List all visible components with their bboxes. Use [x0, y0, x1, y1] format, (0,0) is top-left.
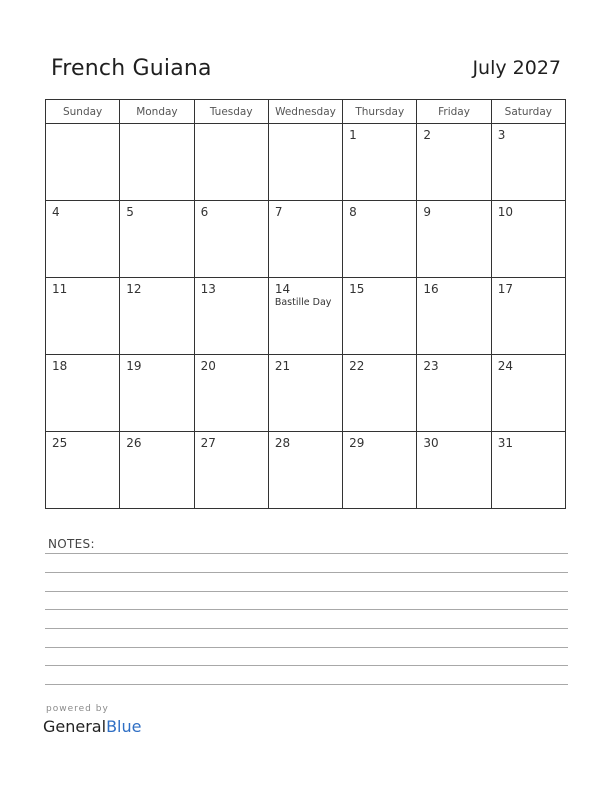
day-number: 20 [200, 359, 216, 373]
notes-label: NOTES: [48, 537, 95, 551]
day-cell [46, 201, 120, 278]
day-number: 8 [349, 205, 357, 219]
week-row [46, 355, 566, 432]
weekday-header: Wednesday [268, 100, 342, 124]
day-number: 24 [497, 359, 513, 373]
day-cell [120, 355, 194, 432]
week-row [46, 201, 566, 278]
day-number: 14 [274, 282, 291, 296]
day-cell [417, 124, 491, 201]
day-number [46, 124, 119, 129]
day-cell [46, 432, 120, 509]
day-number: 15 [349, 282, 365, 296]
day-cell [120, 201, 194, 278]
day-number: 13 [200, 282, 216, 296]
day-cell [46, 355, 120, 432]
day-cell [491, 278, 565, 355]
day-number: 23 [423, 359, 439, 373]
day-number: 7 [274, 205, 283, 219]
day-cell [268, 201, 342, 278]
day-cell [194, 355, 268, 432]
day-number: 22 [349, 359, 365, 373]
day-cell [343, 355, 417, 432]
day-number [120, 124, 193, 129]
day-cell [491, 355, 565, 432]
weekday-header: Tuesday [194, 100, 268, 124]
calendar-grid [45, 99, 566, 509]
day-number: 31 [497, 436, 513, 450]
day-cell [491, 124, 565, 201]
weekday-header: Monday [120, 100, 194, 124]
day-number: 5 [126, 205, 134, 219]
day-cell [417, 355, 491, 432]
notes-line [45, 591, 568, 592]
day-number: 30 [423, 436, 439, 450]
week-row [46, 124, 566, 201]
page-header [0, 0, 612, 98]
brand-logo [43, 717, 141, 737]
day-number: 16 [423, 282, 439, 296]
notes-line [45, 572, 568, 573]
day-number: 21 [274, 359, 291, 373]
day-cell [417, 201, 491, 278]
day-cell [417, 278, 491, 355]
day-number: 11 [52, 282, 68, 296]
holiday-label: Bastille Day [274, 297, 332, 308]
weekday-header-row [46, 100, 566, 124]
day-cell [268, 355, 342, 432]
day-number: 29 [349, 436, 365, 450]
day-cell [343, 278, 417, 355]
day-number: 4 [52, 205, 60, 219]
brand-name-part2: Blue [106, 717, 142, 736]
page-title: French Guiana [51, 56, 212, 81]
notes-line [45, 684, 568, 685]
weekday-header: Thursday [343, 100, 417, 124]
day-cell [268, 124, 342, 201]
day-number: 28 [274, 436, 291, 450]
day-cell [46, 278, 120, 355]
day-number [195, 124, 268, 129]
day-cell [343, 201, 417, 278]
day-cell [491, 432, 565, 509]
weekday-header: Friday [417, 100, 491, 124]
day-cell [343, 124, 417, 201]
day-number: 6 [200, 205, 209, 219]
notes-line [45, 665, 568, 666]
day-cell [120, 432, 194, 509]
day-number: 1 [349, 128, 357, 142]
week-row [46, 278, 566, 355]
weekday-header: Sunday [46, 100, 120, 124]
day-cell [268, 278, 342, 355]
month-label: July 2027 [472, 57, 561, 79]
day-cell [343, 432, 417, 509]
day-number: 19 [126, 359, 142, 373]
brand-name-part1: General [43, 717, 107, 736]
day-number: 26 [126, 436, 142, 450]
footer-branding [43, 704, 141, 737]
day-cell [268, 432, 342, 509]
day-cell [194, 278, 268, 355]
day-number: 10 [497, 205, 513, 219]
day-cell [491, 201, 565, 278]
day-number: 3 [497, 128, 506, 142]
notes-line [45, 553, 568, 554]
day-cell [120, 278, 194, 355]
day-number: 9 [423, 205, 432, 219]
day-number: 12 [126, 282, 142, 296]
day-cell [417, 432, 491, 509]
day-number: 25 [52, 436, 68, 450]
day-number [269, 124, 342, 129]
notes-line [45, 609, 568, 610]
notes-line [45, 628, 568, 629]
powered-by-text: powered by [46, 704, 109, 714]
day-cell [194, 201, 268, 278]
day-cell [194, 432, 268, 509]
day-number: 17 [497, 282, 513, 296]
day-number: 2 [423, 128, 432, 142]
day-cell [120, 124, 194, 201]
weekday-header: Saturday [491, 100, 565, 124]
day-number: 27 [200, 436, 216, 450]
day-cell [194, 124, 268, 201]
day-cell [46, 124, 120, 201]
week-row [46, 432, 566, 509]
day-number: 18 [52, 359, 68, 373]
notes-line [45, 647, 568, 648]
